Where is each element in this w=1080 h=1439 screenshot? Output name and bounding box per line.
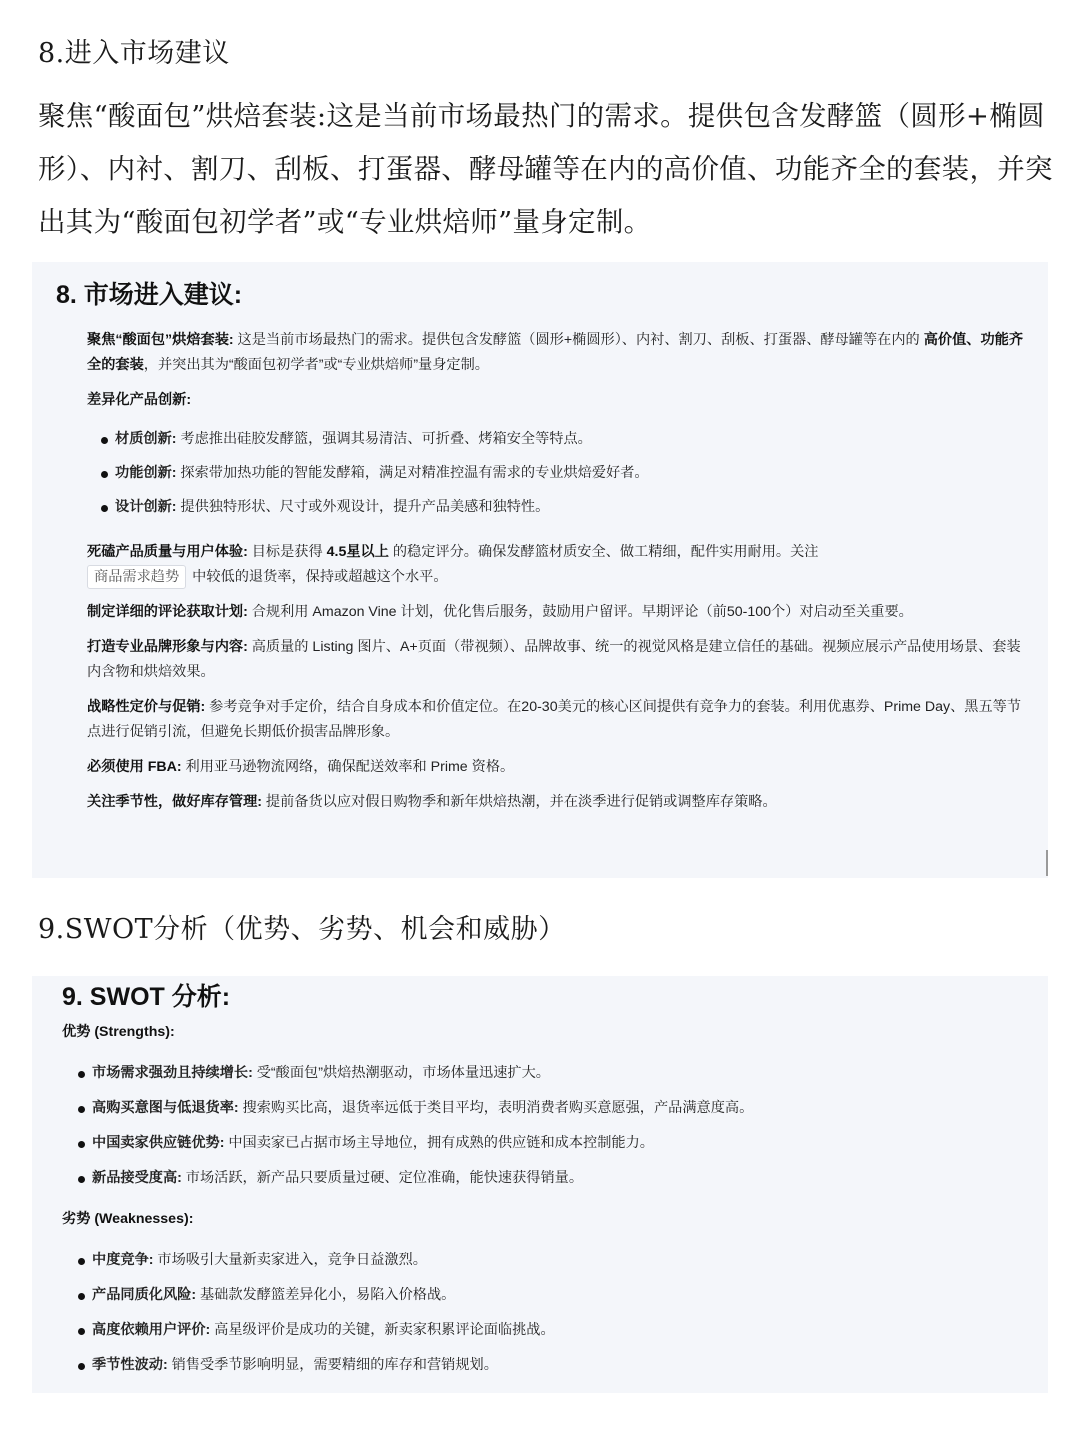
fba-block: [87, 755, 1027, 780]
season-block: [87, 790, 1027, 815]
focus-bold: 高价值、功能齐全的套装: [87, 332, 1024, 373]
panel-8-body: [87, 328, 1027, 815]
scrollbar[interactable]: [1046, 850, 1048, 876]
item-label: 材质创新:: [115, 431, 177, 447]
item-text: 提供独特形状、尺寸或外观设计，提升产品美感和独特性。: [176, 499, 550, 515]
reviews-label: 制定详细的评论获取计划:: [87, 604, 248, 620]
item-text: 市场吸引大量新卖家进入，竞争日益激烈。: [153, 1252, 427, 1268]
reviews-text: 合规利用 Amazon Vine 计划，优化售后服务，鼓励用户留评。早期评论（前50-100个）对启动至关重要。: [247, 604, 913, 620]
focus-label: 聚焦“酸面包”烘焙套装:: [87, 332, 234, 348]
item-label: 市场需求强劲且持续增长:: [92, 1065, 253, 1081]
item-text: 基础款发酵篮差异化小，易陷入价格战。: [196, 1287, 456, 1303]
quality-label: 死磕产品质量与用户体验:: [87, 544, 248, 560]
section-9-screenshot-panel: [32, 976, 1048, 1393]
section-8-paragraph: 聚焦“酸面包”烘焙套装:这是当前市场最热门的需求。提供包含发酵篮（圆形+椭圆形）、内衬、割刀、刮板、打蛋器、酵母罐等在内的高价值、功能齐全的套装，并突出其为“酸面包初学者”或“专业烘焙师”量身定制。: [38, 100, 1053, 238]
pricing-block: [87, 695, 1027, 745]
quality-block: [87, 540, 1027, 590]
panel-8-title: 8. 市场进入建议:: [56, 281, 243, 309]
brand-label: 打造专业品牌形象与内容:: [87, 639, 248, 655]
list-item: [78, 1283, 1022, 1308]
section-9-heading: 9.SWOT分析（优势、劣势、机会和威胁）: [38, 914, 566, 945]
list-item: [78, 1166, 1022, 1191]
panel-9-body: [62, 1020, 1022, 1378]
item-text: 探索带加热功能的智能发酵箱，满足对精准控温有需求的专业烘焙爱好者。: [176, 465, 649, 481]
quality-text-2: 的稳定评分。确保发酵篮材质安全、做工精细，配件实用耐用。关注: [388, 544, 819, 560]
list-item: [78, 1353, 1022, 1378]
innovation-list: [101, 427, 1027, 520]
list-item: [78, 1061, 1022, 1086]
panel-9-title: 9. SWOT 分析:: [62, 983, 231, 1011]
item-text: 受“酸面包”烘焙热潮驱动，市场体量迅速扩大。: [252, 1065, 550, 1081]
item-label: 季节性波动:: [92, 1357, 168, 1373]
brand-block: [87, 635, 1027, 685]
list-item: [78, 1318, 1022, 1343]
item-text: 销售受季节影响明显，需要精细的库存和营销规划。: [167, 1357, 498, 1373]
item-text: 市场活跃，新产品只要质量过硬、定位准确，能快速获得销量。: [181, 1170, 584, 1186]
weaknesses-list: [78, 1248, 1022, 1378]
item-label: 设计创新:: [115, 499, 177, 515]
quality-text-1: 目标是获得: [247, 544, 327, 560]
section-8-heading: 8.进入市场建议: [38, 38, 230, 69]
reviews-block: [87, 600, 1027, 625]
list-item: [101, 461, 1027, 486]
focus-text-1: 这是当前市场最热门的需求。提供包含发酵篮（圆形+椭圆形）、内衬、割刀、刮板、打蛋器、酵母罐等在内的: [233, 332, 924, 348]
item-label: 功能创新:: [115, 465, 177, 481]
strengths-heading: 优势 (Strengths):: [62, 1024, 175, 1040]
item-text: 搜索购买比高，退货率远低于类目平均，表明消费者购买意愿强，产品满意度高。: [238, 1100, 754, 1116]
quality-bold: 4.5星以上: [326, 544, 389, 560]
strengths-list: [78, 1061, 1022, 1191]
item-label: 高购买意图与低退货率:: [92, 1100, 239, 1116]
item-label: 高度依赖用户评价:: [92, 1322, 211, 1338]
brand-text: 高质量的 Listing 图片、A+页面（带视频）、品牌故事、统一的视觉风格是建立信任的基础。视频应展示产品使用场景、套装内含物和烘焙效果。: [87, 639, 1021, 680]
section-8-screenshot-panel: [32, 262, 1048, 878]
quality-text-3: 中较低的退货率，保持或超越这个水平。: [192, 569, 448, 585]
innovation-heading: 差异化产品创新:: [87, 392, 192, 408]
pricing-label: 战略性定价与促销:: [87, 699, 206, 715]
list-item: [78, 1131, 1022, 1156]
focus-block: [87, 328, 1027, 378]
focus-text-2: ，并突出其为“酸面包初学者”或“专业烘焙师”量身定制。: [143, 357, 489, 373]
item-text: 中国卖家已占据市场主导地位，拥有成熟的供应链和成本控制能力。: [224, 1135, 654, 1151]
item-label: 新品接受度高:: [92, 1170, 182, 1186]
item-text: 高星级评价是成功的关键，新卖家积累评论面临挑战。: [210, 1322, 555, 1338]
item-text: 考虑推出硅胶发酵篮，强调其易清洁、可折叠、烤箱安全等特点。: [176, 431, 592, 447]
item-label: 产品同质化风险:: [92, 1287, 197, 1303]
list-item: [101, 495, 1027, 520]
fba-label: 必须使用 FBA:: [87, 759, 182, 775]
fba-text: 利用亚马逊物流网络，确保配送效率和 Prime 资格。: [181, 759, 515, 775]
season-label: 关注季节性，做好库存管理:: [87, 794, 262, 810]
item-label: 中国卖家供应链优势:: [92, 1135, 225, 1151]
list-item: [101, 427, 1027, 452]
list-item: [78, 1248, 1022, 1273]
item-label: 中度竞争:: [92, 1252, 154, 1268]
list-item: [78, 1096, 1022, 1121]
weaknesses-heading: 劣势 (Weaknesses):: [62, 1211, 194, 1227]
season-text: 提前备货以应对假日购物季和新年烘焙热潮，并在淡季进行促销或调整库存策略。: [261, 794, 777, 810]
demand-trend-chip[interactable]: 商品需求趋势: [87, 565, 186, 589]
pricing-text: 参考竞争对手定价，结合自身成本和价值定位。在20-30美元的核心区间提供有竞争力的套装。利用优惠券、Prime Day、黑五等节点进行促销引流，但避免长期低价损害品牌形象。: [87, 699, 1022, 740]
